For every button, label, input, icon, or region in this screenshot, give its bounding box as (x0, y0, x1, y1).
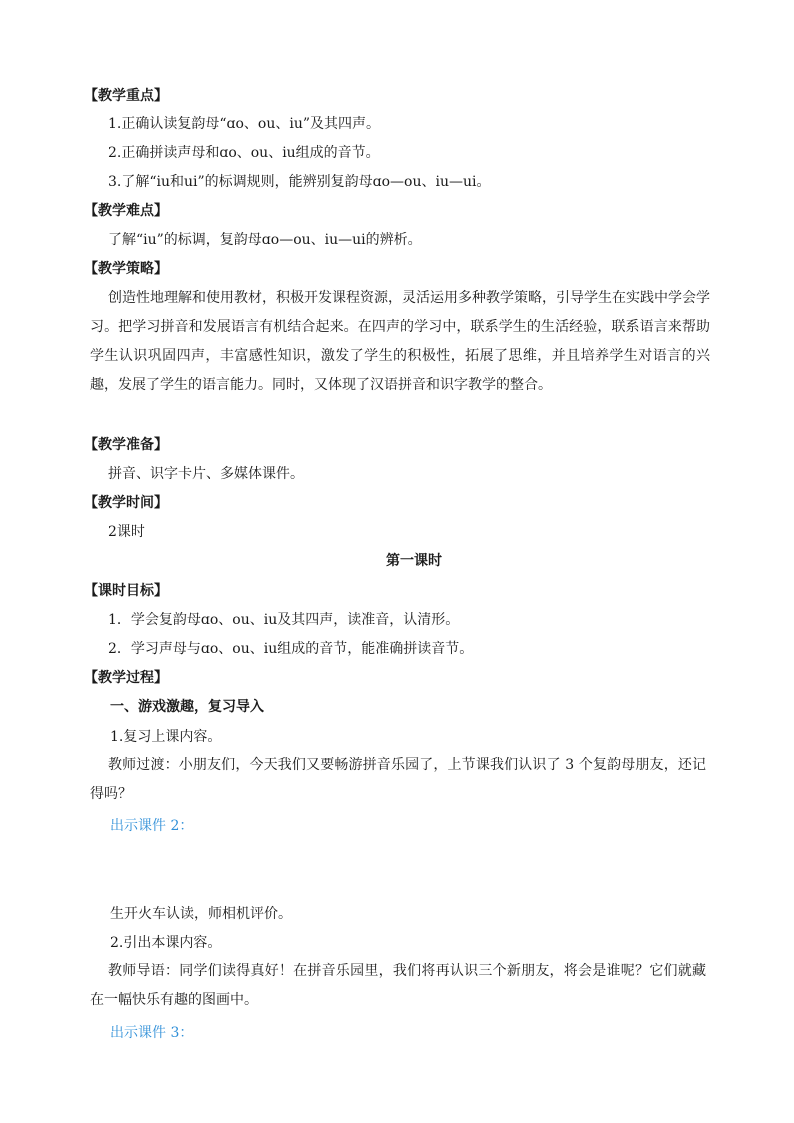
student-activity: 生开火车认读，师相机评价。 (110, 906, 292, 922)
time-item-1: 2课时 (108, 524, 145, 540)
difficulty-heading: 【教学难点】 (84, 203, 168, 219)
focus-item-2: 2.正确拼读声母和ɑo、ou、iu组成的音节。 (108, 145, 380, 161)
prep-item-1: 拼音、识字卡片、多媒体课件。 (108, 466, 304, 482)
courseware-2-link[interactable]: 出示课件 2： (110, 818, 194, 834)
focus-item-1: 1.正确认读复韵母“ɑo、ou、iu”及其四声。 (108, 116, 381, 132)
strategy-heading: 【教学策略】 (84, 261, 168, 277)
step-2: 2.引出本课内容。 (110, 935, 222, 951)
lesson-title: 第一课时 (386, 553, 442, 569)
prep-heading: 【教学准备】 (84, 437, 168, 453)
goal-item-2: 2．学习声母与ɑo、ou、iu组成的音节，能准确拼读音节。 (108, 641, 474, 657)
strategy-paragraph: 创造性地理解和使用教材，积极开发课程资源，灵活运用多种教学策略，引导学生在实践中学会学习。把学习拼音和发展语言有机结合起来。在四声的学习中，联系学生的生活经验，联系语言来帮助学生认识巩固四声，丰富感性知识，激发了学生的积极性，拓展了思维，并且培养学生对语言的兴趣，发展了学生的语言能力。同时，又体现了汉语拼音和识字教学的整合。 (90, 290, 710, 393)
teacher-transition: 教师过渡：小朋友们，今天我们又要畅游拼音乐园了，上节课我们认识了 3 个复韵母朋友，还记得吗？ (90, 757, 706, 802)
time-heading: 【教学时间】 (84, 495, 168, 511)
goal-item-1: 1．学会复韵母ɑo、ou、iu及其四声，读准音，认清形。 (108, 612, 460, 628)
section-heading-1: 一、游戏激趣，复习导入 (110, 699, 264, 715)
focus-item-3: 3.了解“iu和ui”的标调规则，能辨别复韵母ɑo—ou、iu—ui。 (108, 174, 491, 190)
step-1: 1.复习上课内容。 (110, 729, 222, 745)
process-heading: 【教学过程】 (84, 670, 168, 686)
difficulty-item-1: 了解“iu”的标调，复韵母ɑo—ou、iu—ui的辨析。 (108, 232, 422, 248)
goal-heading: 【课时目标】 (84, 583, 168, 599)
teacher-introduction: 教师导语：同学们读得真好！在拼音乐园里，我们将再认识三个新朋友，将会是谁呢？它们就藏在一幅快乐有趣的图画中。 (90, 963, 706, 1008)
focus-heading: 【教学重点】 (84, 88, 168, 104)
courseware-3-link[interactable]: 出示课件 3： (110, 1025, 194, 1041)
